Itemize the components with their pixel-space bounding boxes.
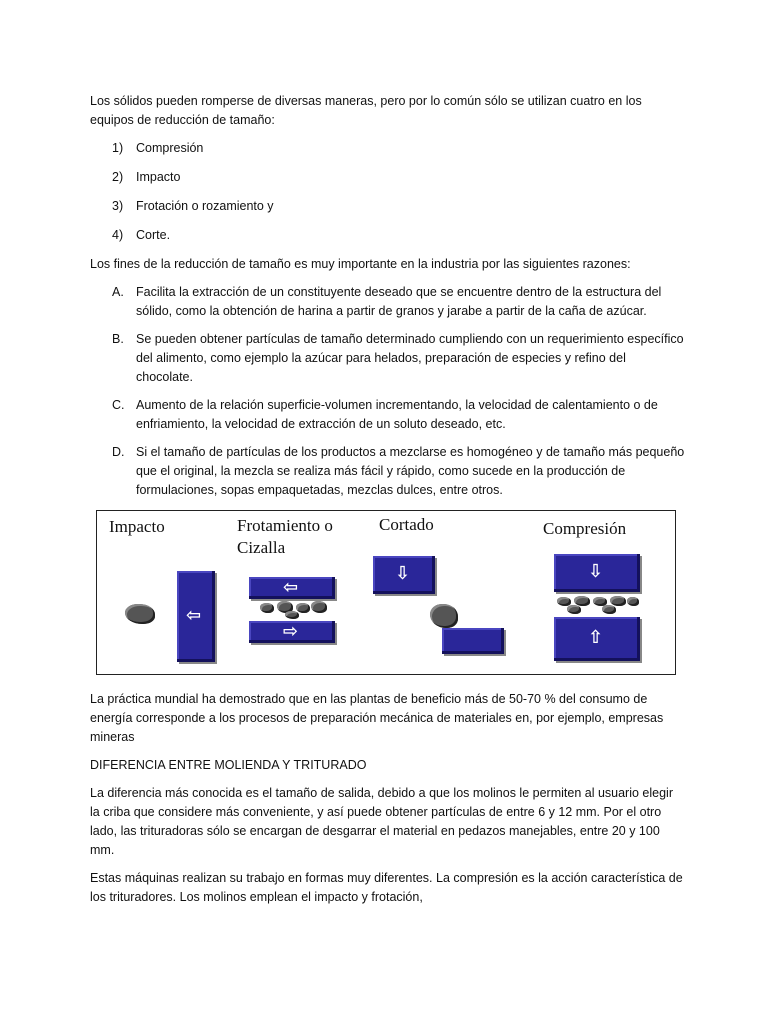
arrow-left-icon: ⇦ bbox=[283, 577, 299, 598]
shear-top-block bbox=[249, 577, 335, 599]
particle-icon bbox=[602, 605, 616, 614]
list-item: 1) Compresión bbox=[112, 141, 204, 155]
impact-block bbox=[177, 571, 215, 662]
arrow-down-icon: ⇩ bbox=[588, 561, 604, 582]
list-item: 4) Corte. bbox=[112, 228, 171, 242]
list-item: 2) Impacto bbox=[112, 170, 181, 184]
rock-icon bbox=[430, 604, 458, 628]
figure-label-cortado: Cortado bbox=[379, 515, 434, 534]
section-heading: DIFERENCIA ENTRE MOLIENDA Y TRITURADO bbox=[90, 758, 367, 772]
compression-top-block bbox=[554, 554, 640, 592]
shear-bottom-block bbox=[249, 621, 335, 643]
difference-paragraph: La diferencia más conocida es el tamaño de salida, debido a que los molinos le permiten al usuario elegir la criba que considere más conveniente, y así puede obtener partículas de entre 6 y 12 mm. Por el otro lado, las trituradoras sólo se encargan de desgarrar el material en pedazos manejables, entre 20 y 100 mm. bbox=[90, 786, 673, 857]
particle-icon bbox=[627, 597, 639, 606]
cut-top-block bbox=[373, 556, 435, 594]
intro-paragraph: Los sólidos pueden romperse de diversas maneras, pero por lo común sólo se utilizan cuatro en los equipos de reducción de tamaño: bbox=[90, 94, 642, 127]
list-item: A. Facilita la extracción de un constituyente deseado que se encuentre dentro de la estructura del sólido, como la obtención de harina a partir de granos y jarabe a partir de la caña de azúcar. bbox=[112, 285, 662, 318]
energy-paragraph: La práctica mundial ha demostrado que en las plantas de beneficio más de 50-70 % del consumo de energía corresponde a los procesos de preparación mecánica de materiales en, por ejemplo, empresas mineras bbox=[90, 692, 664, 744]
cut-bottom-block bbox=[442, 628, 504, 654]
document-page bbox=[90, 92, 686, 916]
reasons-intro: Los fines de la reducción de tamaño es muy importante en la industria por las siguientes razones: bbox=[90, 257, 631, 271]
particle-icon bbox=[311, 601, 327, 613]
reasons-list bbox=[90, 283, 686, 500]
arrow-down-icon: ⇩ bbox=[395, 563, 411, 584]
list-item: 3) Frotación o rozamiento y bbox=[112, 199, 274, 213]
list-item: D. Si el tamaño de partículas de los productos a mezclarse es homogéneo y de tamaño más pequeño que el original, la mezcla se realiza más fácil y rápido, como sucede en la producción de formulaciones, sopas empaquetadas, mezclas dulces, entre otros. bbox=[112, 445, 685, 497]
arrow-up-icon: ⇧ bbox=[588, 627, 604, 648]
particle-icon bbox=[260, 603, 274, 613]
machines-paragraph: Estas máquinas realizan su trabajo en formas muy diferentes. La compresión es la acción característica de los trituradores. Los molinos emplean el impacto y frotación, bbox=[90, 871, 683, 904]
figure-label-compresion: Compresión bbox=[543, 519, 627, 538]
list-item: C. Aumento de la relación superficie-volumen incrementando, la velocidad de calentamiento o de enfriamiento, la velocidad de extracción de un soluto deseado, etc. bbox=[112, 398, 658, 431]
particle-icon bbox=[296, 603, 310, 613]
methods-list bbox=[90, 139, 686, 245]
compression-bottom-block bbox=[554, 617, 640, 661]
arrow-left-icon: ⇦ bbox=[186, 605, 202, 626]
list-item: B. Se pueden obtener partículas de tamaño determinado cumpliendo con un requerimiento específico del alimento, como ejemplo la azúcar para helados, preparación de especies y refino del chocolate. bbox=[112, 332, 684, 384]
figure-label-cizalla: Cizalla bbox=[237, 538, 286, 557]
size-reduction-figure bbox=[96, 510, 676, 675]
particle-icon bbox=[285, 611, 299, 619]
figure-label-impacto: Impacto bbox=[109, 517, 165, 536]
arrow-right-icon: ⇨ bbox=[283, 621, 299, 642]
figure-label-frotamiento: Frotamiento o bbox=[237, 516, 333, 535]
rock-icon bbox=[125, 604, 155, 624]
particle-icon bbox=[567, 605, 581, 614]
particle-icon bbox=[610, 596, 626, 606]
